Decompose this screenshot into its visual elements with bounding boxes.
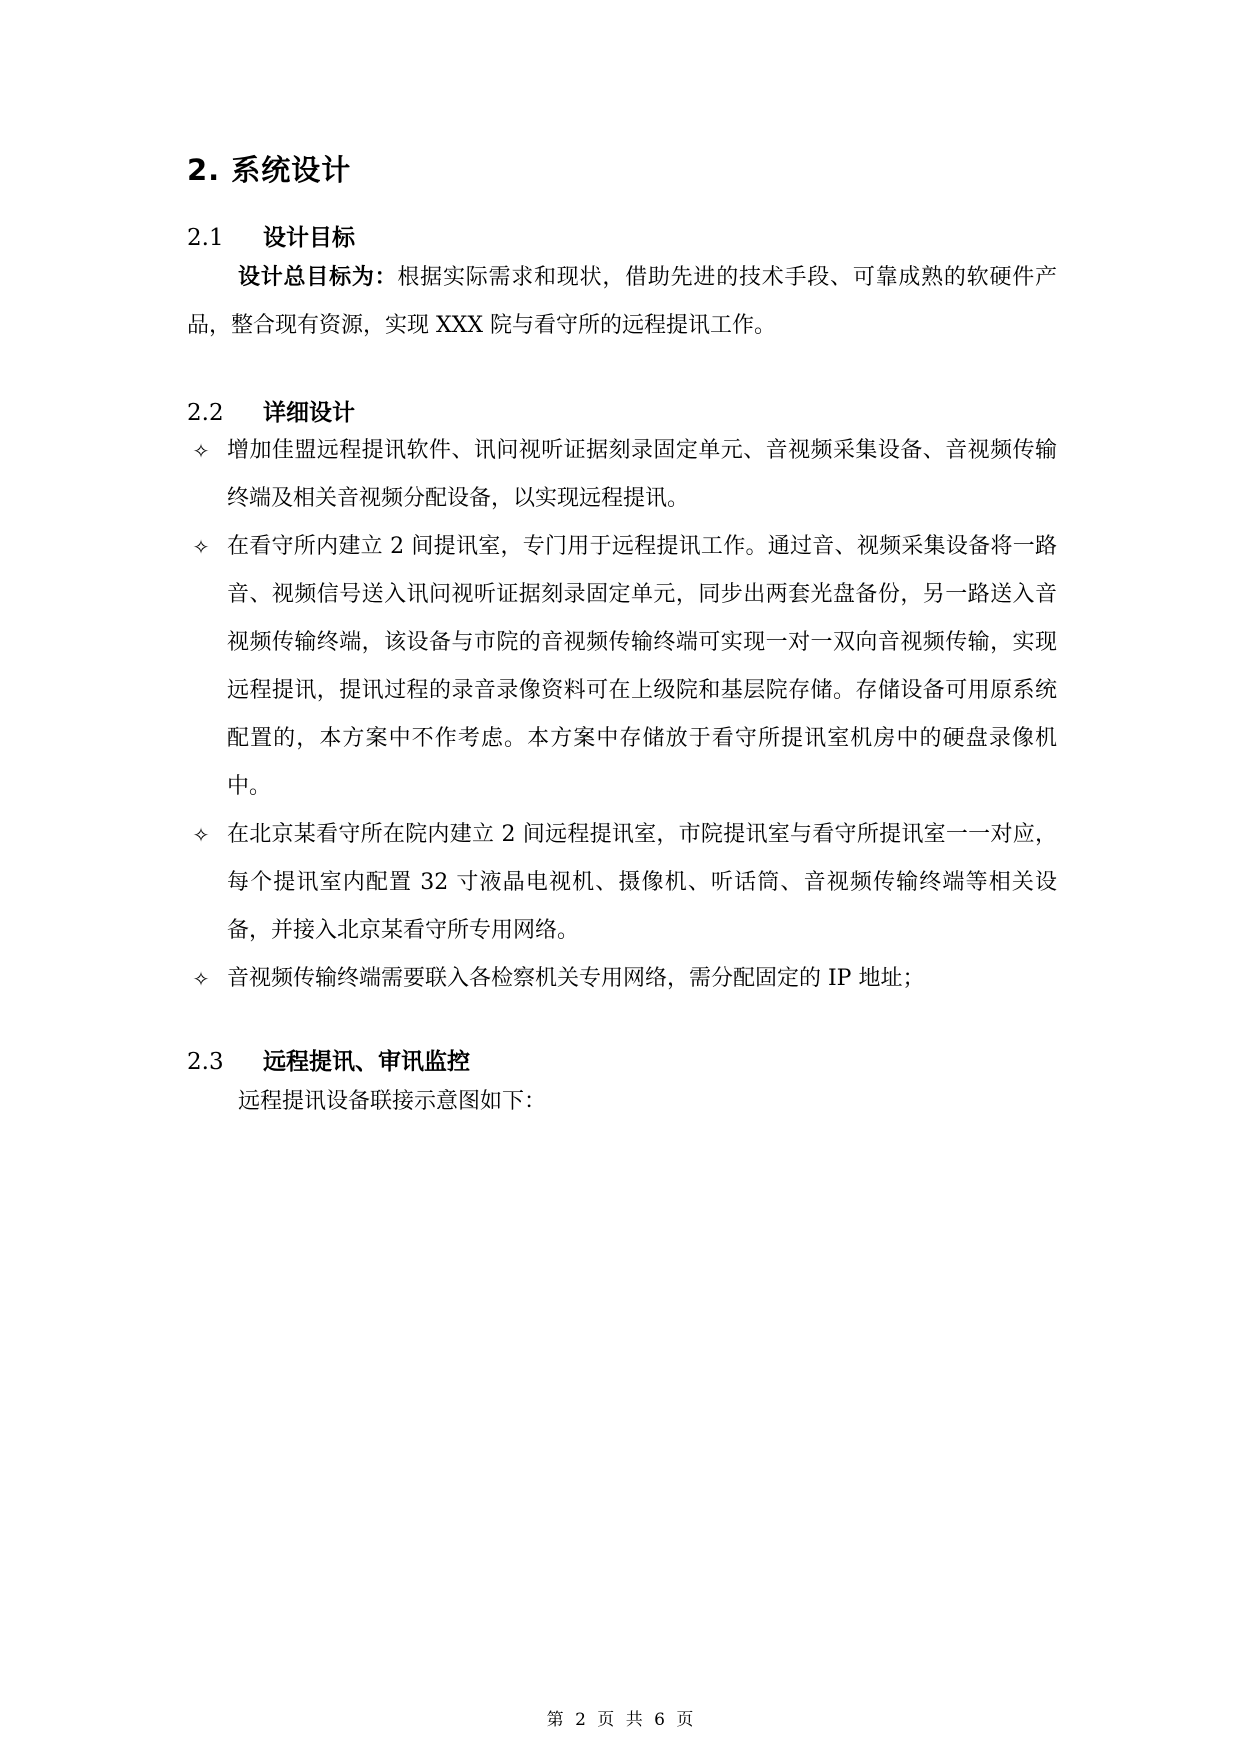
detail-design-list [187, 427, 1057, 1003]
diamond-star-icon: ✧ [192, 967, 210, 991]
list-item-text: 增加佳盟远程提讯软件、讯问视听证据刻录固定单元、音视频采集设备、音视频传输终端及相关音视频分配设备，以实现远程提讯。 [227, 438, 1057, 511]
subsection-number: 2.2 [187, 400, 224, 426]
subsection-title: 设计目标 [263, 225, 355, 251]
diamond-star-icon: ✧ [192, 439, 210, 463]
diamond-star-icon: ✧ [192, 535, 210, 559]
subsection-title: 远程提讯、审讯监控 [263, 1049, 470, 1075]
diamond-star-icon: ✧ [192, 823, 210, 847]
subsection-heading-2-2 [187, 394, 355, 427]
list-item-text: 音视频传输终端需要联入各检察机关专用网络，需分配固定的 IP 地址； [227, 966, 925, 991]
subsection-number: 2.3 [187, 1049, 224, 1075]
design-goal-lead: 设计总目标为： [238, 264, 398, 290]
list-item-text: 在看守所内建立 2 间提讯室，专门用于远程提讯工作。通过音、视频采集设备将一路音、视频信号送入讯问视听证据刻录固定单元，同步出两套光盘备份，另一路送入音视频传输终端，该设备与市院的音视频传输终端可实现一对一双向音视频传输，实现远程提讯，提讯过程的录音录像资料可在上级院和基层院存储。存储设备可用原系统配置的，本方案中不作考虑。本方案中存储放于看守所提讯室机房中的硬盘录像机中。 [227, 534, 1057, 799]
diagram-intro-paragraph: 远程提讯设备联接示意图如下： [238, 1089, 547, 1114]
subsection-title: 详细设计 [263, 400, 355, 426]
page-footer: 第 2 页 共 6 页 [546, 1710, 694, 1730]
section-title: 2. 系统设计 [187, 153, 352, 187]
subsection-heading-2-1 [187, 219, 355, 252]
design-goal-paragraph [187, 253, 1057, 350]
list-item [187, 427, 1057, 523]
subsection-heading-2-3 [187, 1043, 470, 1076]
list-item-text: 在北京某看守所在院内建立 2 间远程提讯室，市院提讯室与看守所提讯室一一对应，每个提讯室内配置 32 寸液晶电视机、摄像机、听话筒、音视频传输终端等相关设备，并接入北京某看守所专用网络。 [227, 822, 1057, 943]
list-item [187, 811, 1057, 955]
list-item [187, 955, 1057, 1003]
list-item [187, 523, 1057, 811]
design-goal-body: 根据实际需求和现状，借助先进的技术手段、可靠成熟的软硬件产品，整合现有资源，实现 XXX 院与看守所的远程提讯工作。 [187, 265, 1057, 338]
subsection-number: 2.1 [187, 225, 224, 251]
